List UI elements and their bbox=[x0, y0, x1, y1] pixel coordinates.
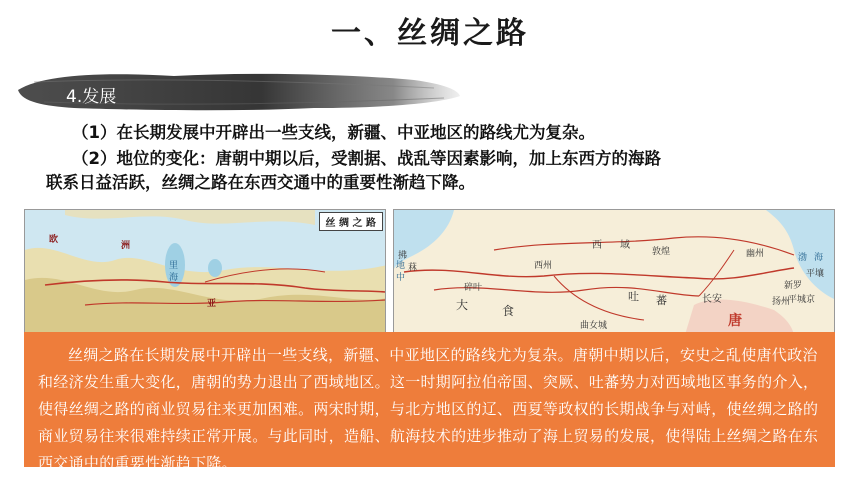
slide-title: 一、丝绸之路 bbox=[331, 16, 529, 51]
map-label: 平壤 bbox=[806, 269, 825, 279]
note-box bbox=[24, 332, 835, 472]
map-label: 唐 bbox=[728, 313, 742, 329]
map-label: 扬州 bbox=[772, 297, 791, 307]
map-label: 吐 bbox=[628, 290, 639, 303]
map-label: 菻 bbox=[408, 263, 418, 273]
map-label: 食 bbox=[502, 304, 515, 318]
map-label: 大 bbox=[456, 298, 469, 312]
point-2-line-1: （2）地位的变化：唐朝中期以后，受割据、战乱等因素影响，加上东西方的海路 bbox=[72, 149, 661, 168]
map-right-graphic bbox=[394, 210, 835, 337]
map-label: 敦煌 bbox=[652, 247, 671, 257]
silk-road-map-right bbox=[393, 209, 835, 337]
map-label: 海 bbox=[814, 253, 824, 263]
section-heading: 4.发展 bbox=[66, 87, 117, 107]
map-label: 亚 bbox=[207, 299, 217, 309]
map-label: 拂 bbox=[398, 251, 408, 261]
map-label: 西州 bbox=[534, 261, 553, 271]
map-label: 西 bbox=[592, 240, 602, 251]
point-2-line-2: 联系日益活跃，丝绸之路在东西交通中的重要性渐趋下降。 bbox=[46, 173, 475, 192]
map-label: 平城京 bbox=[788, 295, 816, 305]
map-label: 渤 bbox=[798, 253, 808, 263]
note-text: 丝绸之路在长期发展中开辟出一些支线，新疆、中亚地区的路线尤为复杂。唐朝中期以后，安史之乱使唐代政治和经济发生重大变化，唐朝的势力退出了西域地区。这一时期阿拉伯帝国、突厥、吐蕃势力对西域地区事务的介入，使得丝绸之路的商业贸易往来更加困难。两宋时期，与北方地区的辽、西夏等政权的长期战争与对峙，使丝绸之路的商业贸易往来很难持续正常开展。与此同时，造船、航海技术的进步推动了海上贸易的发展，使得陆上丝绸之路在东西交通中的重要性渐趋下降。 bbox=[38, 346, 819, 472]
point-2 bbox=[46, 147, 836, 195]
map-label: 新罗 bbox=[784, 281, 803, 291]
map-label: 域 bbox=[620, 240, 630, 251]
map-label: 曲女城 bbox=[580, 321, 608, 331]
silk-road-map-left bbox=[24, 209, 386, 337]
map-label: 地 bbox=[396, 261, 406, 271]
map-left-title: 丝 绸 之 路 bbox=[319, 212, 383, 231]
map-label: 海 bbox=[169, 273, 179, 283]
point-1: （1）在长期发展中开辟出一些支线，新疆、中亚地区的路线尤为复杂。 bbox=[72, 123, 595, 142]
map-label: 碎叶 bbox=[464, 283, 483, 293]
map-label: 欧 bbox=[49, 235, 59, 245]
map-label: 长安 bbox=[702, 294, 722, 305]
map-label: 幽州 bbox=[746, 249, 765, 259]
map-label: 里 bbox=[169, 261, 179, 271]
map-label: 中 bbox=[396, 273, 406, 283]
map-label: 蕃 bbox=[656, 294, 667, 307]
map-label: 洲 bbox=[121, 241, 131, 251]
